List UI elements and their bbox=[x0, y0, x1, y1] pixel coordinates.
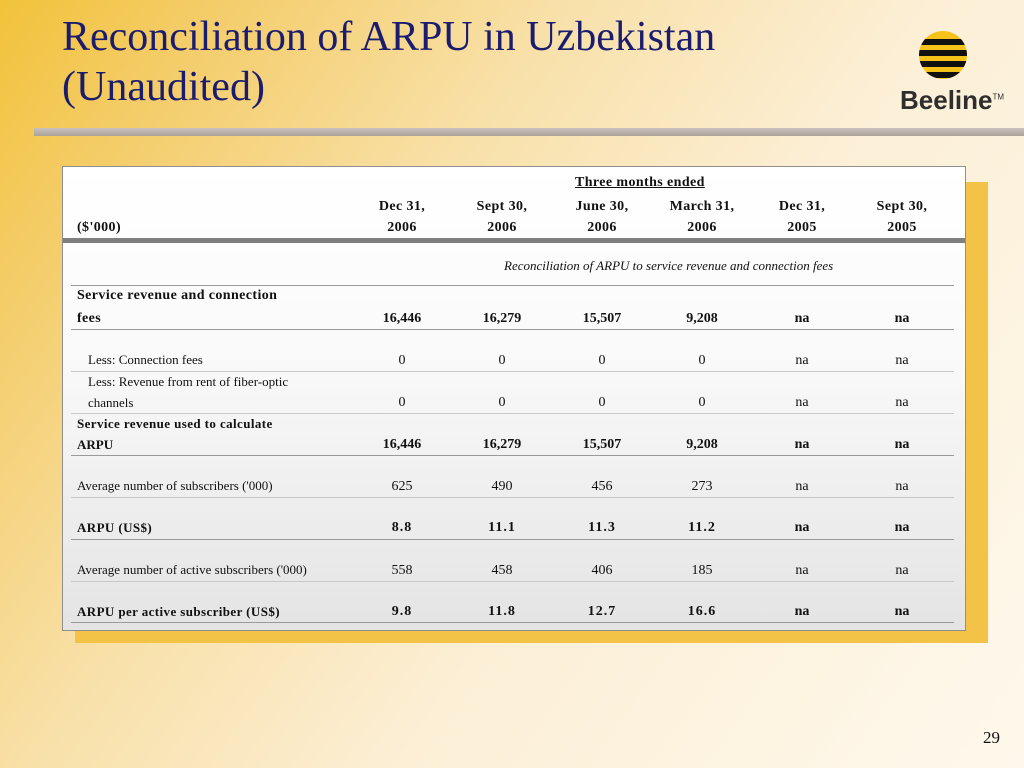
row-label: ARPU (US$) bbox=[77, 520, 153, 535]
table-cell: 625 bbox=[391, 479, 413, 494]
row-label: Average number of active subscribers ('000) bbox=[77, 562, 307, 577]
table-cell: 16,279 bbox=[482, 311, 522, 326]
table-cell: na bbox=[894, 311, 910, 326]
col-header-2-line2: 2006 bbox=[487, 220, 517, 235]
unit-label: ($'000) bbox=[77, 220, 122, 235]
table-cell: 0 bbox=[498, 395, 506, 410]
col-header-4-line2: 2006 bbox=[687, 220, 717, 235]
row-label-cont: ARPU bbox=[77, 437, 114, 452]
row-label: Less: Revenue from rent of fiber-optic bbox=[88, 374, 289, 389]
table-cell: 558 bbox=[391, 563, 413, 578]
table-cell: 11.1 bbox=[488, 520, 516, 535]
table-cell: 9.8 bbox=[391, 604, 413, 619]
table-cell: 9,208 bbox=[686, 311, 718, 326]
table-cell: na bbox=[894, 520, 910, 535]
beeline-ball-icon bbox=[918, 30, 968, 80]
col-header-5-line2: 2005 bbox=[787, 220, 817, 235]
table-cell: 0 bbox=[598, 353, 606, 368]
table-cell: 9,208 bbox=[686, 437, 718, 452]
row-separator bbox=[71, 329, 954, 330]
row-label: Service revenue used to calculate bbox=[77, 416, 273, 431]
row-separator bbox=[71, 497, 954, 498]
page-number: 29 bbox=[983, 728, 1000, 747]
row-label-cont: fees bbox=[77, 311, 102, 326]
row-separator bbox=[71, 413, 954, 414]
table-cell: 456 bbox=[591, 479, 613, 494]
table-cell: na bbox=[895, 563, 909, 578]
table-cell: na bbox=[794, 604, 810, 619]
table-cell: 0 bbox=[498, 353, 506, 368]
table-cell: na bbox=[895, 395, 909, 410]
table-cell: 273 bbox=[691, 479, 713, 494]
table-cell: 0 bbox=[698, 353, 706, 368]
row-separator bbox=[71, 285, 954, 286]
slide-title-line1: Reconciliation of ARPU in Uzbekistan bbox=[62, 14, 716, 60]
row-separator bbox=[71, 581, 954, 582]
table-cell: 16,446 bbox=[382, 311, 422, 326]
table-cell: na bbox=[895, 353, 909, 368]
table-cell: 12.7 bbox=[587, 604, 617, 619]
title-divider bbox=[34, 128, 1024, 136]
table-cell: na bbox=[794, 520, 810, 535]
slide-title bbox=[62, 12, 715, 112]
table-cell: 15,507 bbox=[582, 311, 622, 326]
col-header-6-line1: Sept 30, bbox=[876, 199, 928, 214]
col-header-1-line2: 2006 bbox=[387, 220, 417, 235]
table-cell: na bbox=[795, 479, 809, 494]
table-cell: na bbox=[894, 437, 910, 452]
arpu-table bbox=[62, 166, 966, 631]
col-header-5-line1: Dec 31, bbox=[778, 199, 826, 214]
table-cell: na bbox=[794, 437, 810, 452]
row-label: Service revenue and connection bbox=[77, 288, 278, 303]
row-label: ARPU per active subscriber (US$) bbox=[77, 604, 280, 619]
slide-title-line2: (Unaudited) bbox=[62, 64, 265, 110]
beeline-wordmark-text: Beeline bbox=[900, 85, 993, 115]
table-cell: 16.6 bbox=[687, 604, 717, 619]
beeline-logo bbox=[894, 30, 1004, 116]
table-cell: 11.2 bbox=[688, 520, 716, 535]
table-cell: 458 bbox=[491, 563, 513, 578]
col-header-6-line2: 2005 bbox=[887, 220, 917, 235]
table-cell: na bbox=[795, 353, 809, 368]
trademark-mark: TM bbox=[992, 92, 1005, 102]
period-header: Three months ended bbox=[575, 175, 705, 190]
table-cell: 11.8 bbox=[488, 604, 516, 619]
row-separator bbox=[71, 455, 954, 456]
table-cell: 406 bbox=[591, 563, 613, 578]
table-cell: 16,446 bbox=[382, 437, 422, 452]
table-cell: 185 bbox=[691, 563, 713, 578]
row-label: Less: Connection fees bbox=[88, 352, 203, 367]
header-divider bbox=[63, 238, 965, 243]
col-header-2-line1: Sept 30, bbox=[476, 199, 528, 214]
table-cell: 0 bbox=[698, 395, 706, 410]
row-separator bbox=[71, 371, 954, 372]
table-cell: 490 bbox=[491, 479, 513, 494]
col-header-3-line2: 2006 bbox=[587, 220, 617, 235]
table-cell: na bbox=[894, 604, 910, 619]
table-cell: 16,279 bbox=[482, 437, 522, 452]
table-cell: 0 bbox=[398, 353, 406, 368]
table-cell: na bbox=[795, 395, 809, 410]
row-label-cont: channels bbox=[88, 395, 134, 410]
table-cell: na bbox=[794, 311, 810, 326]
table-cell: 15,507 bbox=[582, 437, 622, 452]
col-header-1-line1: Dec 31, bbox=[378, 199, 426, 214]
section-title: Reconciliation of ARPU to service revenue and connection fees bbox=[504, 258, 834, 273]
table-cell: na bbox=[795, 563, 809, 578]
row-separator bbox=[71, 539, 954, 540]
col-header-4-line1: March 31, bbox=[669, 199, 735, 214]
col-header-3-line1: June 30, bbox=[575, 199, 629, 214]
table-cell: 11.3 bbox=[588, 520, 616, 535]
beeline-wordmark bbox=[900, 85, 1004, 116]
table-cell: 0 bbox=[398, 395, 406, 410]
table-cell: 0 bbox=[598, 395, 606, 410]
table-cell: na bbox=[895, 479, 909, 494]
table-cell: 8.8 bbox=[391, 520, 413, 535]
row-separator bbox=[71, 622, 954, 623]
row-label: Average number of subscribers ('000) bbox=[77, 478, 273, 493]
